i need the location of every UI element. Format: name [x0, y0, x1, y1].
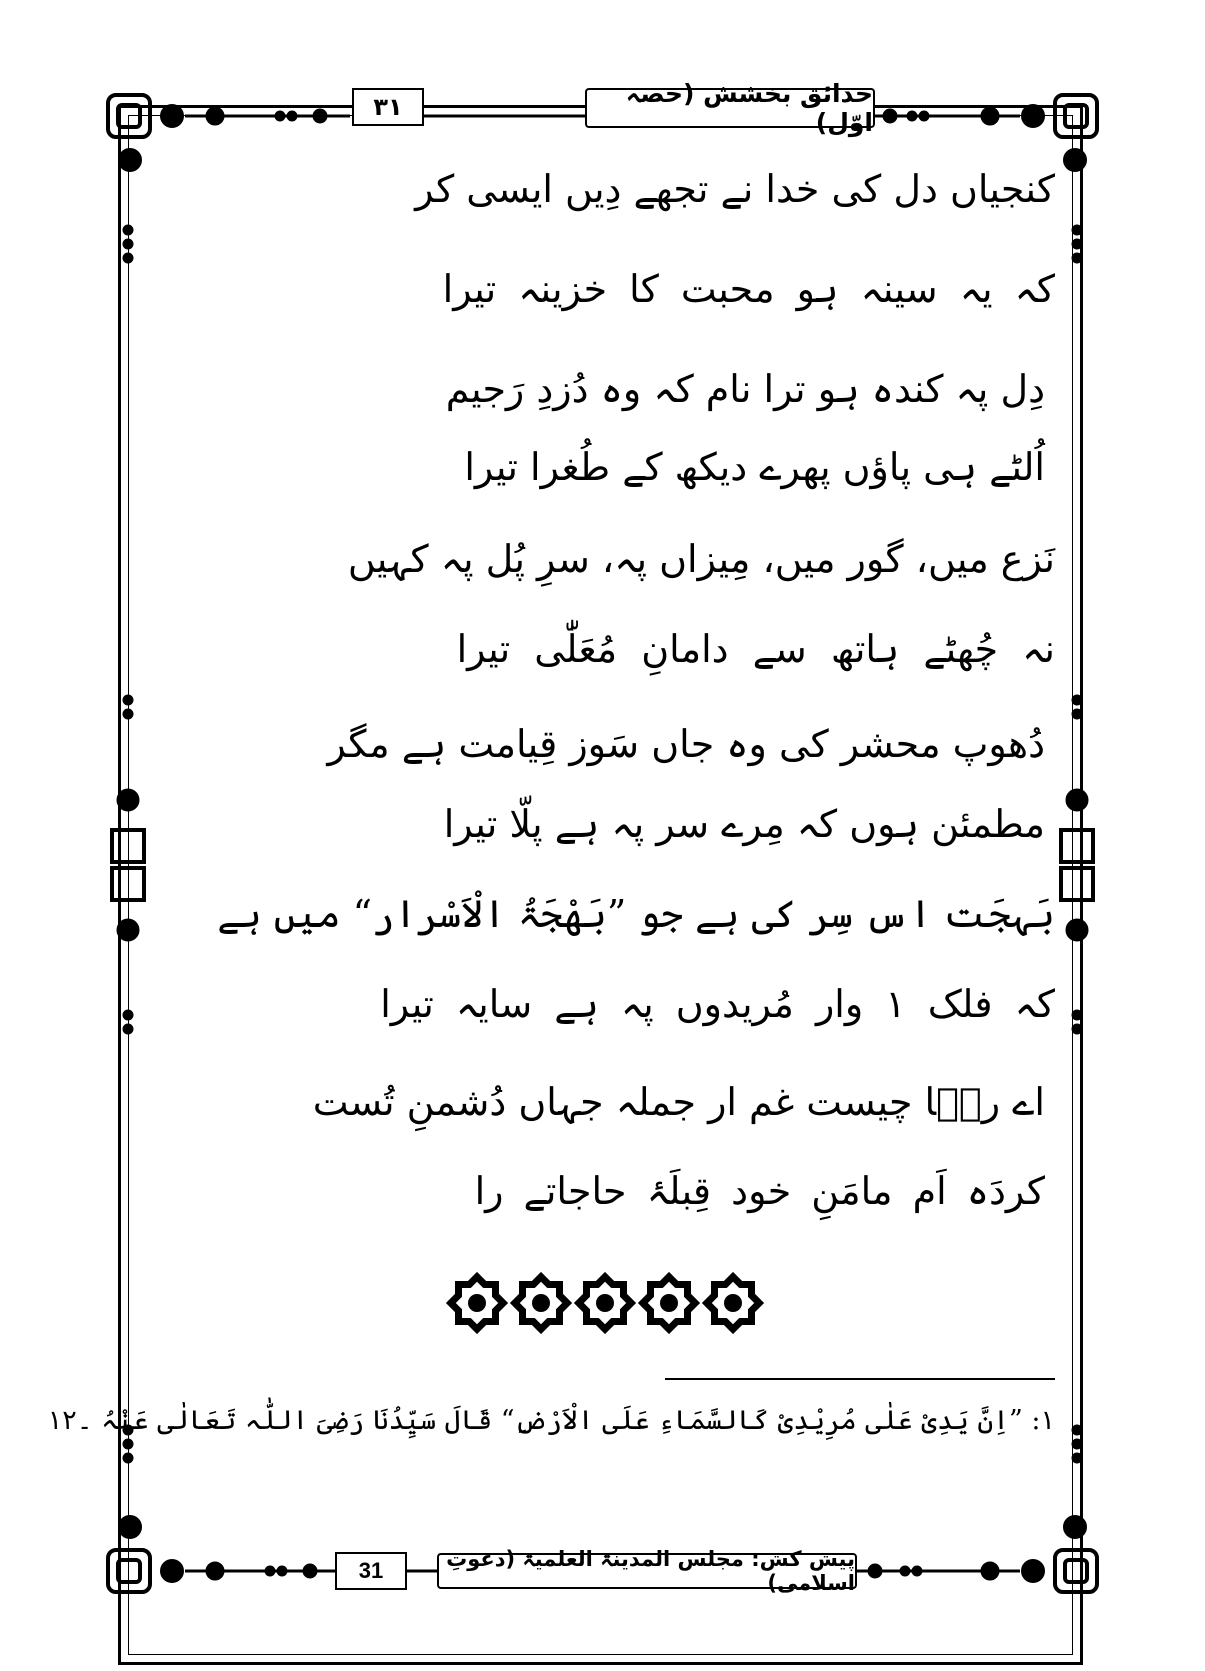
publisher-credit: پیش کش: مجلس المدینۃ العلمیۃ (دعوتِ اسلامی)	[437, 1553, 857, 1589]
page-number-bottom: 31	[335, 1552, 407, 1590]
verse-line-9: بَہجَت اس سِر کی ہے جو ”بَھْجَۃُ الْاَسْرار“ میں ہے	[217, 892, 1055, 936]
verse-line-7: دُھوپ محشر کی وہ جاں سَوز قِیامت ہے مگر	[327, 722, 1045, 766]
verse-line-10: کہ فلک ۱ وار مُریدوں پہ ہے سایہ تیرا	[380, 982, 1055, 1026]
corner-ornament-bottom-left	[108, 1517, 182, 1592]
corner-ornament-top-right	[1023, 95, 1097, 170]
star-icon	[638, 1272, 700, 1334]
verse-line-1: کنجیاں دل کی خدا نے تجھے دِیں ایسی کر	[415, 167, 1055, 211]
page-number-top: ۳۱	[352, 88, 424, 126]
left-border-flourish	[112, 226, 144, 1462]
star-icon	[574, 1272, 636, 1334]
corner-ornament-bottom-right	[1023, 1517, 1097, 1592]
verse-line-5: نَزع میں، گور میں، مِیزاں پہ، سرِ پُل پہ کہیں	[347, 537, 1055, 581]
verse-line-6: نہ چُھٹے ہاتھ سے دامانِ مُعَلّٰی تیرا	[456, 627, 1055, 671]
star-icon	[702, 1272, 764, 1334]
star-icon	[446, 1272, 508, 1334]
footnote: ۱: ”اِنَّ یَدِیْ عَلٰی مُرِیْدِیْ کَالسَّمَاءِ عَلَی الْاَرْضِ“ قَالَ سَیِّدُنَا رَضِیَ اللّٰہ تَعَالٰی عَنْہُ ۔۱۲	[47, 1405, 1055, 1436]
verse-line-12: کردَہ اَم مامَنِ خود قِبلَۂ حاجاتے را	[474, 1169, 1045, 1213]
verse-line-8: مطمئن ہوں کہ مِرے سر پہ ہے پلّا تیرا	[443, 802, 1045, 846]
footnote-separator	[665, 1378, 1055, 1380]
verse-line-11: اے رضؔا چیست غم ار جملہ جہاں دُشمنِ تُست	[312, 1080, 1045, 1124]
star-divider	[445, 1268, 765, 1338]
corner-ornament-top-left	[108, 95, 182, 170]
verse-line-3: دِل پہ کندہ ہو ترا نام کہ وہ دُزدِ رَجیم	[445, 367, 1045, 411]
verse-line-4: اُلٹے ہی پاؤں پھرے دیکھ کے طُغرا تیرا	[464, 445, 1045, 489]
book-title: حدائق بخشش (حصہ اوّل)	[585, 88, 875, 128]
star-icon	[510, 1272, 572, 1334]
verse-line-2: کہ یہ سینہ ہو محبت کا خزینہ تیرا	[442, 267, 1055, 311]
right-border-flourish	[1061, 226, 1093, 1462]
